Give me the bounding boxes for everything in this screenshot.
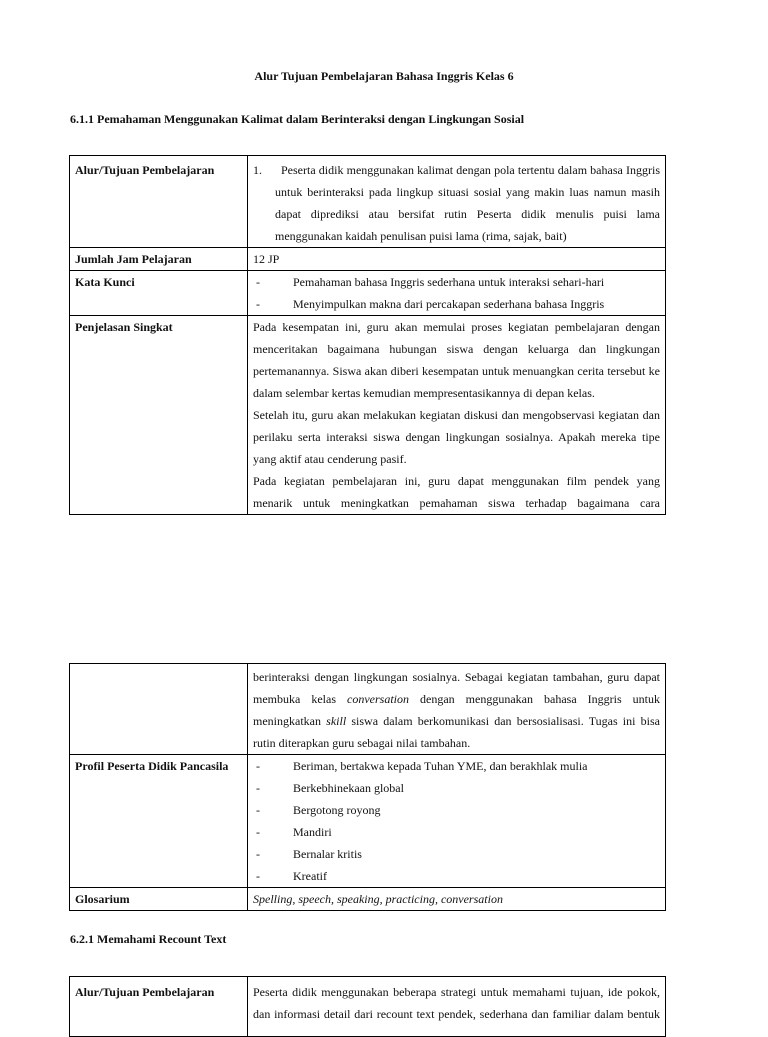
- paragraph-line: Peserta didik menggunakan beberapa strategi untuk memahami tujuan, ide pokok,: [253, 985, 660, 999]
- list-item: - Pemahaman bahasa Inggris sederhana untuk interaksi sehari-hari: [256, 275, 605, 289]
- italic-term: conversation: [347, 692, 409, 706]
- profil-list: [253, 755, 660, 887]
- list-item: - Menyimpulkan makna dari percakapan sederhana bahasa Inggris: [256, 297, 605, 311]
- label-profil-pancasila: Profil Peserta Didik Pancasila: [70, 755, 248, 888]
- table-row: [70, 316, 666, 515]
- label-glosarium: Glosarium: [70, 888, 248, 911]
- list-item: - Mandiri: [256, 825, 332, 839]
- list-item: - Berkebhinekaan global: [256, 781, 404, 795]
- item-number: 1.: [253, 163, 262, 177]
- learning-objectives-table-part1: [69, 155, 666, 515]
- cell-alur-tujuan-2: [248, 977, 666, 1037]
- label-kata-kunci: Kata Kunci: [70, 271, 248, 316]
- italic-term: skill: [326, 714, 347, 728]
- label-alur-tujuan-2: Alur/Tujuan Pembelajaran: [70, 977, 248, 1037]
- paragraph: Pada kesempatan ini, guru akan memulai proses kegiatan pembelajaran dengan menceritakan bagaimana hubungan siswa dengan keluarga dan lingkungan pertemanannya. Siswa akan diberi kesempatan untuk menuangkan cerita tersebut ke dalam selembar kertas kemudian mempresentasikannya di depan kelas.: [253, 320, 660, 400]
- label-jumlah-jam: Jumlah Jam Pelajaran: [70, 248, 248, 271]
- cell-penjelasan-singkat: [248, 316, 666, 515]
- list-item: - Bernalar kritis: [256, 847, 362, 861]
- recount-text-table: [69, 976, 666, 1037]
- item-text: Peserta didik menggunakan kalimat dengan pola tertentu dalam bahasa Inggris untuk berinteraksi pada lingkup situasi sosial yang makin luas namun masih dapat diprediksi atau bersifat rutin Peserta didik menulis puisi lama menggunakan kaidah penulisan puisi lama (rima, sajak, bait): [275, 163, 660, 243]
- section-heading-6-2-1: 6.2.1 Memahami Recount Text: [70, 932, 227, 946]
- label-alur-tujuan: Alur/Tujuan Pembelajaran: [70, 156, 248, 248]
- cell-kata-kunci: [248, 271, 666, 316]
- paragraph: Pada kegiatan pembelajaran ini, guru dapat menggunakan film pendek yang: [253, 474, 660, 488]
- list-item: - Kreatif: [256, 869, 327, 883]
- label-empty: [70, 664, 248, 755]
- document-title: Alur Tujuan Pembelajaran Bahasa Inggris Kelas 6: [254, 69, 514, 83]
- cell-penjelasan-lanjutan: berinteraksi dengan lingkungan sosialnya. Sebagai kegiatan tambahan, guru dapat membuka kelas conversation dengan menggunakan bahasa Inggris untuk meningkatkan skill siswa dalam berkomunikasi dan bersosialisasi. Tugas ini bisa rutin diterapkan guru sebagai nilai tambahan.: [248, 664, 666, 755]
- table-row: [70, 888, 666, 911]
- section-heading-6-1-1: 6.1.1 Pemahaman Menggunakan Kalimat dalam Berinteraksi dengan Lingkungan Sosial: [70, 112, 525, 126]
- paragraph: Setelah itu, guru akan melakukan kegiatan diskusi dan mengobservasi kegiatan dan perilaku serta interaksi siswa dengan lingkungan sosialnya. Apakah mereka tipe yang aktif atau cenderung pasif.: [253, 408, 660, 466]
- cell-profil-pancasila: [248, 755, 666, 888]
- list-item: - Bergotong royong: [256, 803, 381, 817]
- table-row: [70, 156, 666, 248]
- table-row: [70, 755, 666, 888]
- kata-kunci-list: [253, 271, 660, 315]
- learning-objectives-table-part2: [69, 663, 666, 911]
- table-row: [70, 271, 666, 316]
- table-row: [70, 977, 666, 1037]
- label-penjelasan-singkat: Penjelasan Singkat: [70, 316, 248, 515]
- table-row: [70, 664, 666, 755]
- value-jumlah-jam: 12 JP: [248, 248, 666, 271]
- numbered-item: [253, 159, 660, 247]
- cell-alur-tujuan: [248, 156, 666, 248]
- table-row: [70, 248, 666, 271]
- value-glosarium: Spelling, speech, speaking, practicing, conversation: [248, 888, 666, 911]
- list-item: - Beriman, bertakwa kepada Tuhan YME, dan berakhlak mulia: [256, 759, 588, 773]
- paragraph: menarik untuk meningkatkan pemahaman siswa terhadap bagaimana cara: [253, 496, 660, 510]
- paragraph-line: dan informasi detail dari recount text pendek, sederhana dan familiar dalam bentuk: [253, 1007, 660, 1021]
